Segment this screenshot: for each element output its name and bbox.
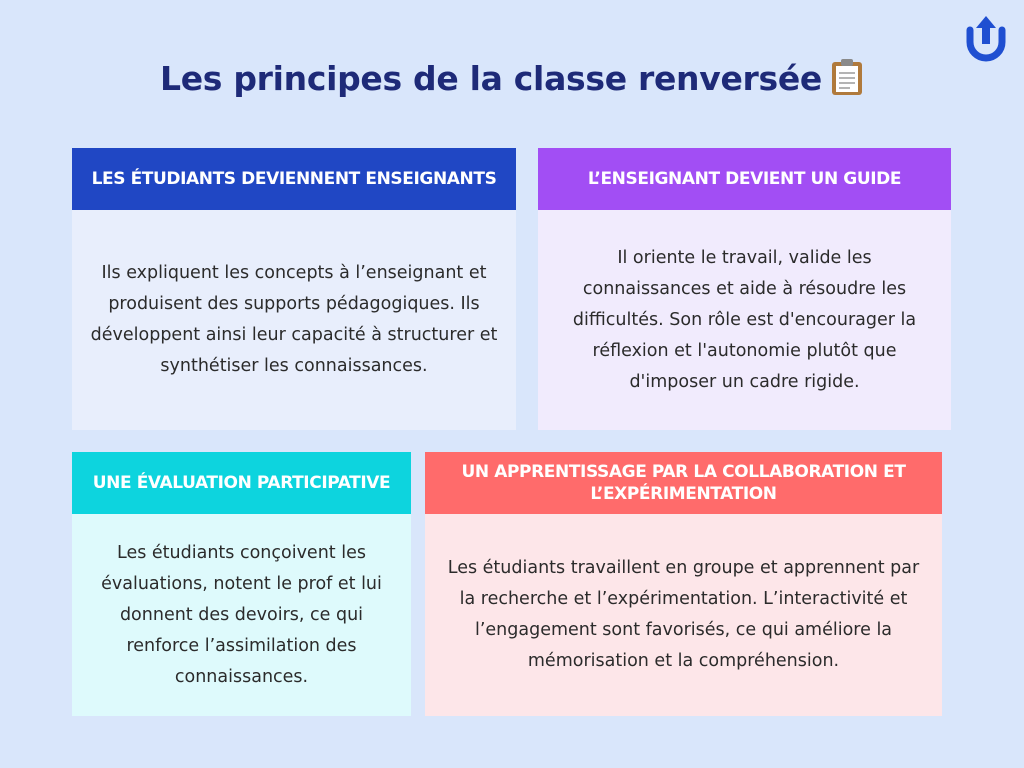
card-collaborative-learning [425, 452, 942, 716]
card-text: Ils expliquent les concepts à l’enseignant et produisent des supports pédagogiques. Ils développent ainsi leur capacité à structurer et synthétiser les connaissances. [72, 210, 516, 430]
card-heading: L’ENSEIGNANT DEVIENT UN GUIDE [538, 148, 951, 210]
card-text: Les étudiants conçoivent les évaluations, notent le prof et lui donnent des devoirs, ce qui renforce l’assimilation des connaissances. [72, 514, 411, 716]
card-heading: UN APPRENTISSAGE PAR LA COLLABORATION ET L’EXPÉRIMENTATION [425, 452, 942, 514]
clipboard-icon [830, 58, 864, 104]
card-heading: LES ÉTUDIANTS DEVIENNENT ENSEIGNANTS [72, 148, 516, 210]
card-teacher-guide [538, 148, 951, 430]
card-students-teach [72, 148, 516, 430]
page-title [0, 58, 1024, 104]
up-arrow-logo-icon [962, 12, 1010, 64]
card-text: Il oriente le travail, valide les connaissances et aide à résoudre les difficultés. Son rôle est d'encourager la réflexion et l'autonomie plutôt que d'imposer un cadre rigide. [538, 210, 951, 430]
card-participative-evaluation [72, 452, 411, 716]
card-heading: UNE ÉVALUATION PARTICIPATIVE [72, 452, 411, 514]
page-title-text: Les principes de la classe renversée [159, 59, 823, 98]
card-text: Les étudiants travaillent en groupe et apprennent par la recherche et l’expérimentation. L’interactivité et l’engagement sont favorisés, ce qui améliore la mémorisation et la compréhension. [425, 514, 942, 716]
